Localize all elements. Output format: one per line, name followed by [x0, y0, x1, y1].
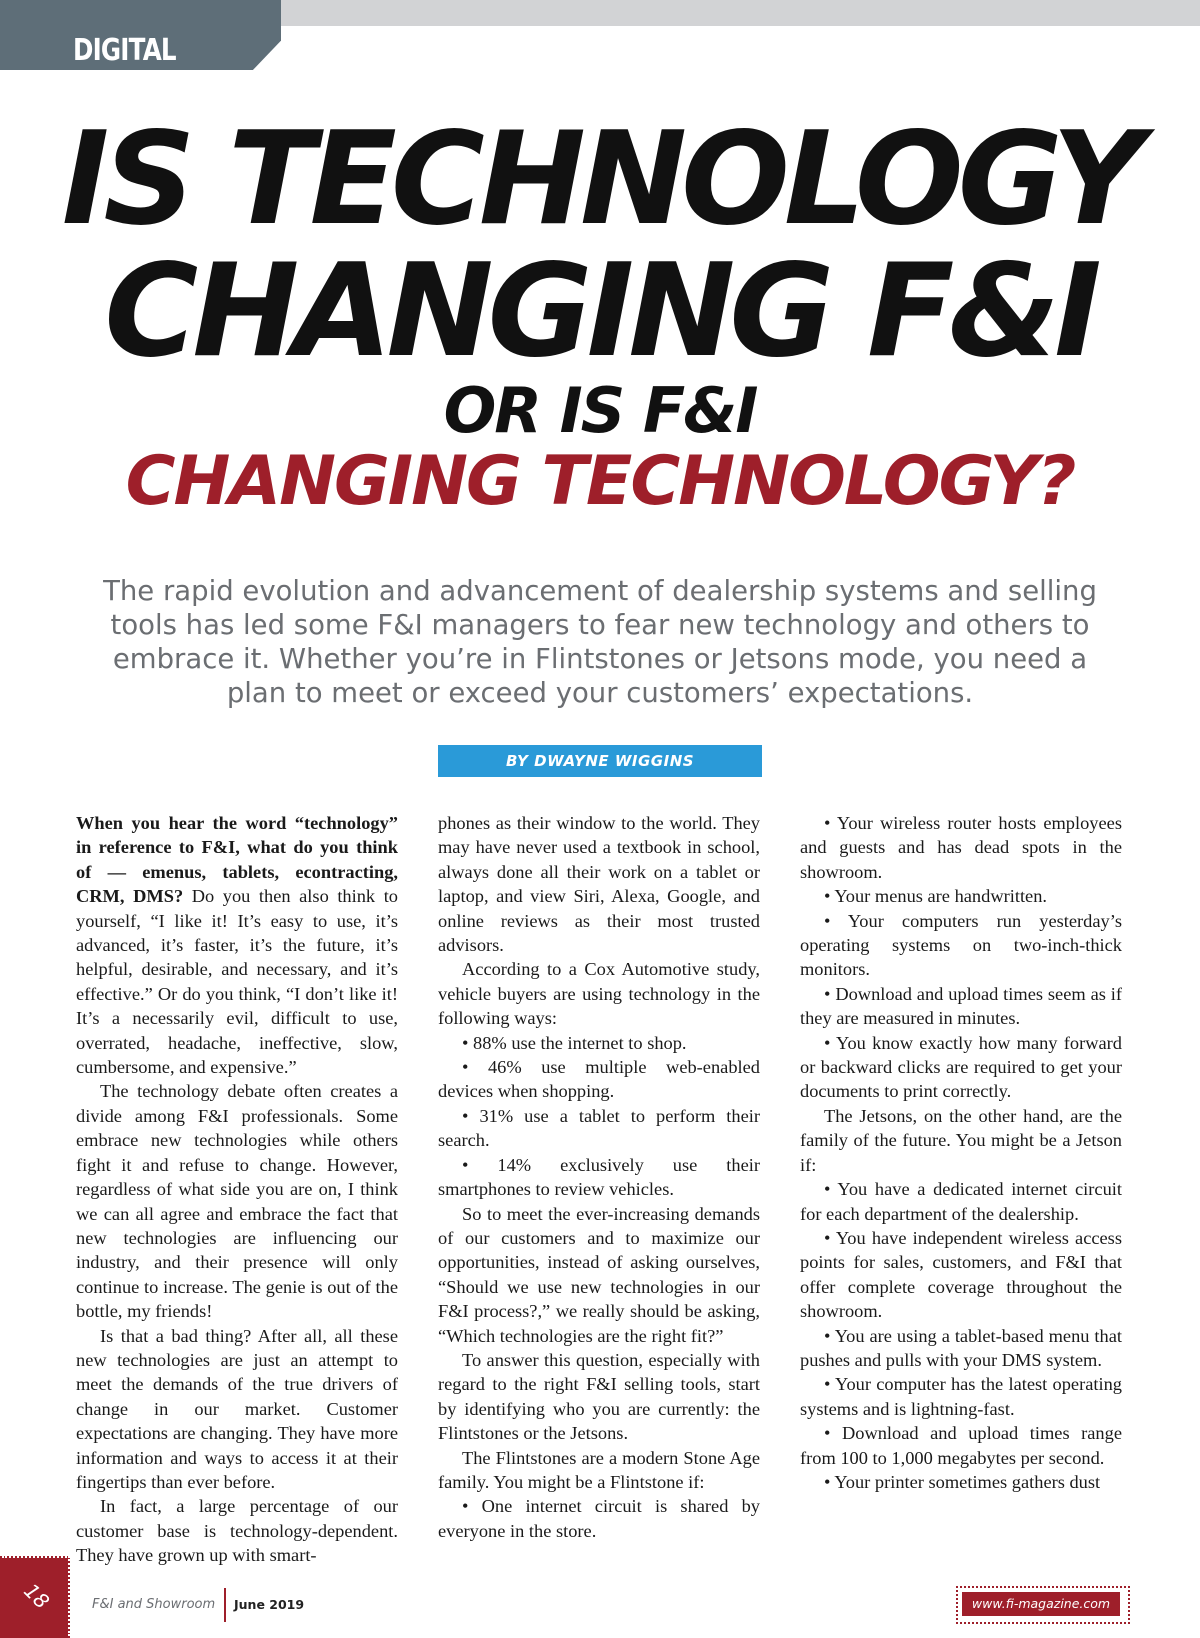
- paragraph: According to a Cox Automotive study, vehicle buyers are using technology in the following ways:: [438, 959, 760, 1029]
- bullet-item: • One internet circuit is shared by everyone in the store.: [438, 1496, 760, 1541]
- bullet-item: • Download and upload times seem as if they are measured in minutes.: [800, 983, 1122, 1029]
- lead-bold: When you hear the word “technology” in reference to F&I, what do you think of — emenus, tablets, econtracting, CRM, DMS?: [76, 813, 398, 907]
- footer-divider: [224, 1588, 226, 1622]
- bullet-item: • You have a dedicated internet circuit for each department of the dealership.: [800, 1179, 1122, 1224]
- footer-url[interactable]: www.fi-magazine.com: [962, 1592, 1120, 1616]
- headline-line-1: IS TECHNOLOGY: [61, 105, 1139, 254]
- bullet-item: • You know exactly how many forward or backward clicks are required to get your documents to print correctly.: [800, 1032, 1122, 1102]
- paragraph: The technology debate often creates a divide among F&I professionals. Some embrace new technologies while others fight it and refuse to change. However, regardless of what side you are on, I think we can all agree and embrace the fact that new technologies are influencing our industry, and their presence will only continue to increase. The genie is out of the bottle, my friends!: [76, 1081, 398, 1322]
- body-column-2: [438, 811, 760, 1543]
- paragraph: To answer this question, especially with regard to the right F&I selling tools, start by identifying who you are currently: the Flintstones or the Jetsons.: [438, 1349, 760, 1444]
- paragraph: So to meet the ever-increasing demands of our customers and to maximize our opportunities, instead of asking ourselves, “Should we use new technologies in our F&I process?,” we really should be asking, “Which technologies are the right fit?”: [438, 1203, 760, 1346]
- paragraph: In fact, a large percentage of our customer base is technology-dependent. They have grown up with smart-: [76, 1496, 398, 1566]
- section-label: DIGITAL: [73, 33, 176, 68]
- footer-date: June 2019: [234, 1597, 305, 1612]
- footer-publication: F&I and Showroom: [92, 1597, 216, 1612]
- bullet-item: • Download and upload times range from 100 to 1,000 megabytes per second.: [800, 1423, 1122, 1468]
- article-deck: The rapid evolution and advancement of dealership systems and selling tools has led some F&I managers to fear new technology and others to embrace it. Whether you’re in Flintstones or Jetsons mode, you need a plan to meet or exceed your customers’ expectations.: [103, 575, 1097, 709]
- bullet-item: • 14% exclusively use their smartphones to review vehicles.: [438, 1154, 760, 1200]
- lead-text: Do you then also think to yourself, “I like it! It’s easy to use, it’s advanced, it’s faster, it’s the future, it’s helpful, desirable, and necessary, and it’s effective.” Or do you think, “I don’t like it! It’s a necessarily evil, difficult to use, overrated, headache, ineffective, slow, cumbersome, and expensive.”: [76, 886, 399, 1078]
- paragraph: Is that a bad thing? After all, all these new technologies are just an attempt to meet the demands of the true drivers of change in our market. Customer expectations are changing. They have more information and ways to access it at their fingertips than ever before.: [76, 1325, 398, 1492]
- bullet-item: • Your computer has the latest operating systems and is lightning-fast.: [800, 1374, 1122, 1419]
- bullet-item: • You are using a tablet-based menu that pushes and pulls with your DMS system.: [800, 1325, 1122, 1370]
- bullet-item: • 46% use multiple web-enabled devices when shopping.: [438, 1057, 760, 1102]
- paragraph: [76, 811, 398, 1079]
- body-column-3: [800, 811, 1122, 1494]
- headline-line-4: CHANGING TECHNOLOGY?: [125, 442, 1075, 521]
- byline: BY DWAYNE WIGGINS: [438, 745, 762, 777]
- headline-line-3: OR IS F&I: [443, 374, 757, 447]
- page-number: 18: [19, 1578, 55, 1614]
- bullet-item: • You have independent wireless access points for sales, customers, and F&I that offer complete coverage throughout the showroom.: [800, 1227, 1122, 1322]
- headline-line-2: CHANGING F&I: [104, 237, 1096, 386]
- bullet-item: • 31% use a tablet to perform their search.: [438, 1105, 760, 1151]
- paragraph: The Flintstones are a modern Stone Age family. You might be a Flintstone if:: [438, 1447, 760, 1492]
- paragraph: The Jetsons, on the other hand, are the family of the future. You might be a Jetson if:: [800, 1105, 1122, 1175]
- body-column-1: [76, 811, 398, 1568]
- bullet-item: • 88% use the internet to shop.: [462, 1032, 687, 1053]
- bullet-item: • Your menus are handwritten.: [824, 886, 1048, 907]
- paragraph: phones as their window to the world. They may have never used a textbook in school, always done all their work on a tablet or laptop, and view Siri, Alexa, Google, and online reviews as their most trusted advisors.: [438, 813, 760, 956]
- bullet-item: • Your printer sometimes gathers dust: [824, 1471, 1101, 1492]
- bullet-item: • Your wireless router hosts employees and guests and has dead spots in the showroom.: [800, 813, 1122, 882]
- bullet-item: • Your computers run yesterday’s operating systems on two-inch-thick monitors.: [800, 910, 1122, 980]
